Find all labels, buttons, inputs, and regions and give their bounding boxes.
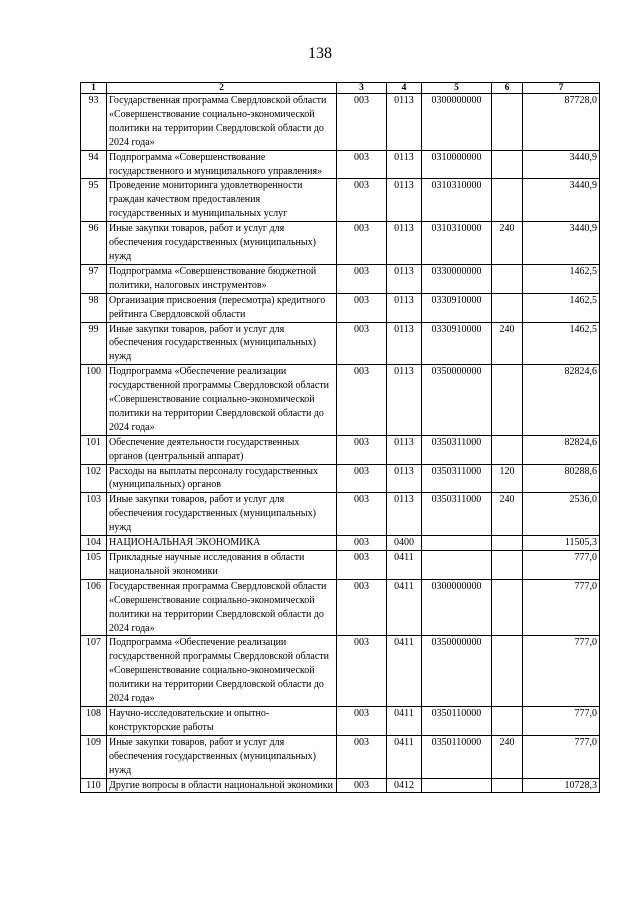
- row-sum-cell: 3440,9: [523, 222, 600, 265]
- row-section-cell: 0113: [387, 365, 422, 436]
- row-grbs-cell: 003: [337, 94, 387, 151]
- table-row: [81, 179, 600, 222]
- row-sum-cell: 3440,9: [523, 150, 600, 179]
- row-section-cell: 0113: [387, 94, 422, 151]
- row-sum-cell: 11505,3: [523, 536, 600, 551]
- table-row: [81, 493, 600, 536]
- row-section-cell: 0113: [387, 264, 422, 293]
- header-cell: 6: [492, 83, 523, 94]
- row-sum-cell: 87728,0: [523, 94, 600, 151]
- table-row: [81, 464, 600, 493]
- row-grbs-cell: 003: [337, 464, 387, 493]
- page-number: 138: [308, 45, 332, 62]
- table-row: [81, 94, 600, 151]
- row-target-cell: 0350110000: [422, 706, 492, 735]
- row-sum-cell: 777,0: [523, 636, 600, 707]
- table-row: [81, 551, 600, 580]
- row-section-cell: 0400: [387, 536, 422, 551]
- row-type-cell: 240: [492, 222, 523, 265]
- row-number-cell: 94: [81, 150, 107, 179]
- row-name-cell: Иные закупки товаров, работ и услуг для обеспечения государственных (муниципальных) нужд: [107, 222, 337, 265]
- row-sum-cell: 777,0: [523, 706, 600, 735]
- header-cell: 7: [523, 83, 600, 94]
- row-grbs-cell: 003: [337, 778, 387, 793]
- row-target-cell: 0330000000: [422, 264, 492, 293]
- row-sum-cell: 80288,6: [523, 464, 600, 493]
- row-grbs-cell: 003: [337, 179, 387, 222]
- header-row: [81, 83, 600, 94]
- row-type-cell: 120: [492, 464, 523, 493]
- row-target-cell: 0350311000: [422, 493, 492, 536]
- row-name-cell: Подпрограмма «Совершенствование бюджетной политики, налоговых инструментов»: [107, 264, 337, 293]
- table-row: [81, 264, 600, 293]
- row-number-cell: 108: [81, 706, 107, 735]
- table-row: [81, 706, 600, 735]
- row-number-cell: 99: [81, 322, 107, 365]
- row-section-cell: 0113: [387, 493, 422, 536]
- row-number-cell: 93: [81, 94, 107, 151]
- table-row: [81, 735, 600, 778]
- row-sum-cell: 3440,9: [523, 179, 600, 222]
- row-target-cell: 0350311000: [422, 435, 492, 464]
- row-grbs-cell: 003: [337, 222, 387, 265]
- row-type-cell: 240: [492, 322, 523, 365]
- table-body: [81, 94, 600, 793]
- row-type-cell: [492, 365, 523, 436]
- row-target-cell: [422, 536, 492, 551]
- row-type-cell: [492, 551, 523, 580]
- row-grbs-cell: 003: [337, 264, 387, 293]
- row-target-cell: 0330910000: [422, 293, 492, 322]
- row-section-cell: 0412: [387, 778, 422, 793]
- row-grbs-cell: 003: [337, 551, 387, 580]
- row-type-cell: [492, 579, 523, 636]
- row-sum-cell: 777,0: [523, 551, 600, 580]
- table-row: [81, 322, 600, 365]
- row-section-cell: 0113: [387, 150, 422, 179]
- row-sum-cell: 777,0: [523, 579, 600, 636]
- row-type-cell: [492, 636, 523, 707]
- row-name-cell: НАЦИОНАЛЬНАЯ ЭКОНОМИКА: [107, 536, 337, 551]
- header-cell: 5: [422, 83, 492, 94]
- row-section-cell: 0113: [387, 179, 422, 222]
- row-grbs-cell: 003: [337, 293, 387, 322]
- row-name-cell: Государственная программа Свердловской области «Совершенствование социально-экономической политики на территории Свердловской области до 2024 года»: [107, 579, 337, 636]
- table-row: [81, 365, 600, 436]
- row-name-cell: Расходы на выплаты персоналу государственных (муниципальных) органов: [107, 464, 337, 493]
- row-name-cell: Обеспечение деятельности государственных органов (центральный аппарат): [107, 435, 337, 464]
- row-type-cell: [492, 179, 523, 222]
- row-section-cell: 0113: [387, 322, 422, 365]
- row-section-cell: 0113: [387, 435, 422, 464]
- row-number-cell: 95: [81, 179, 107, 222]
- row-grbs-cell: 003: [337, 536, 387, 551]
- row-target-cell: 0310310000: [422, 222, 492, 265]
- row-number-cell: 110: [81, 778, 107, 793]
- table-row: [81, 536, 600, 551]
- row-grbs-cell: 003: [337, 365, 387, 436]
- row-grbs-cell: 003: [337, 322, 387, 365]
- row-type-cell: 240: [492, 493, 523, 536]
- row-target-cell: 0300000000: [422, 94, 492, 151]
- table-row: [81, 579, 600, 636]
- row-name-cell: Государственная программа Свердловской области «Совершенствование социально-экономической политики на территории Свердловской области до 2024 года»: [107, 94, 337, 151]
- row-type-cell: [492, 435, 523, 464]
- row-section-cell: 0411: [387, 706, 422, 735]
- table-row: [81, 150, 600, 179]
- row-name-cell: Подпрограмма «Совершенствование государственного и муниципального управления»: [107, 150, 337, 179]
- row-type-cell: [492, 706, 523, 735]
- row-type-cell: [492, 264, 523, 293]
- row-target-cell: 0310000000: [422, 150, 492, 179]
- row-target-cell: [422, 778, 492, 793]
- row-section-cell: 0411: [387, 551, 422, 580]
- row-number-cell: 107: [81, 636, 107, 707]
- row-grbs-cell: 003: [337, 735, 387, 778]
- row-target-cell: 0300000000: [422, 579, 492, 636]
- row-grbs-cell: 003: [337, 706, 387, 735]
- row-name-cell: Проведение мониторинга удовлетворенности граждан качеством предоставления государственных и муниципальных услуг: [107, 179, 337, 222]
- row-number-cell: 97: [81, 264, 107, 293]
- row-type-cell: 240: [492, 735, 523, 778]
- row-target-cell: 0330910000: [422, 322, 492, 365]
- row-sum-cell: 777,0: [523, 735, 600, 778]
- header-cell: 4: [387, 83, 422, 94]
- row-name-cell: Подпрограмма «Обеспечение реализации государственной программы Свердловской области «Совершенствование социально-экономической политики на территории Свердловской области до 2024 года»: [107, 365, 337, 436]
- row-grbs-cell: 003: [337, 636, 387, 707]
- header-cell: 3: [337, 83, 387, 94]
- row-type-cell: [492, 536, 523, 551]
- row-section-cell: 0411: [387, 579, 422, 636]
- budget-table: [80, 82, 600, 793]
- table-row: [81, 293, 600, 322]
- row-grbs-cell: 003: [337, 435, 387, 464]
- table-row: [81, 435, 600, 464]
- header-cell: 1: [81, 83, 107, 94]
- row-name-cell: Прикладные научные исследования в области национальной экономики: [107, 551, 337, 580]
- table-row: [81, 222, 600, 265]
- row-number-cell: 103: [81, 493, 107, 536]
- table-row: [81, 636, 600, 707]
- row-number-cell: 106: [81, 579, 107, 636]
- row-grbs-cell: 003: [337, 150, 387, 179]
- row-sum-cell: 10728,3: [523, 778, 600, 793]
- row-name-cell: Иные закупки товаров, работ и услуг для обеспечения государственных (муниципальных) нужд: [107, 493, 337, 536]
- row-sum-cell: 1462,5: [523, 322, 600, 365]
- row-target-cell: 0350000000: [422, 636, 492, 707]
- row-name-cell: Иные закупки товаров, работ и услуг для обеспечения государственных (муниципальных) нужд: [107, 735, 337, 778]
- row-section-cell: 0113: [387, 464, 422, 493]
- row-target-cell: 0310310000: [422, 179, 492, 222]
- row-grbs-cell: 003: [337, 579, 387, 636]
- row-number-cell: 104: [81, 536, 107, 551]
- row-target-cell: 0350000000: [422, 365, 492, 436]
- row-number-cell: 101: [81, 435, 107, 464]
- row-name-cell: Подпрограмма «Обеспечение реализации государственной программы Свердловской области «Совершенствование социально-экономической политики на территории Свердловской области до 2024 года»: [107, 636, 337, 707]
- row-sum-cell: 2536,0: [523, 493, 600, 536]
- row-type-cell: [492, 293, 523, 322]
- row-sum-cell: 82824,6: [523, 435, 600, 464]
- row-number-cell: 102: [81, 464, 107, 493]
- header-cell: 2: [107, 83, 337, 94]
- row-number-cell: 100: [81, 365, 107, 436]
- row-sum-cell: 82824,6: [523, 365, 600, 436]
- row-type-cell: [492, 778, 523, 793]
- row-name-cell: Иные закупки товаров, работ и услуг для обеспечения государственных (муниципальных) нужд: [107, 322, 337, 365]
- row-type-cell: [492, 94, 523, 151]
- row-number-cell: 98: [81, 293, 107, 322]
- row-target-cell: [422, 551, 492, 580]
- row-sum-cell: 1462,5: [523, 264, 600, 293]
- row-section-cell: 0411: [387, 636, 422, 707]
- row-grbs-cell: 003: [337, 493, 387, 536]
- row-name-cell: Научно-исследовательские и опытно-конструкторские работы: [107, 706, 337, 735]
- row-section-cell: 0113: [387, 293, 422, 322]
- row-target-cell: 0350311000: [422, 464, 492, 493]
- row-type-cell: [492, 150, 523, 179]
- row-target-cell: 0350110000: [422, 735, 492, 778]
- row-name-cell: Другие вопросы в области национальной экономики: [107, 778, 337, 793]
- row-name-cell: Организация присвоения (пересмотра) кредитного рейтинга Свердловской области: [107, 293, 337, 322]
- row-section-cell: 0411: [387, 735, 422, 778]
- row-section-cell: 0113: [387, 222, 422, 265]
- row-number-cell: 109: [81, 735, 107, 778]
- row-number-cell: 105: [81, 551, 107, 580]
- row-sum-cell: 1462,5: [523, 293, 600, 322]
- row-number-cell: 96: [81, 222, 107, 265]
- table-row: [81, 778, 600, 793]
